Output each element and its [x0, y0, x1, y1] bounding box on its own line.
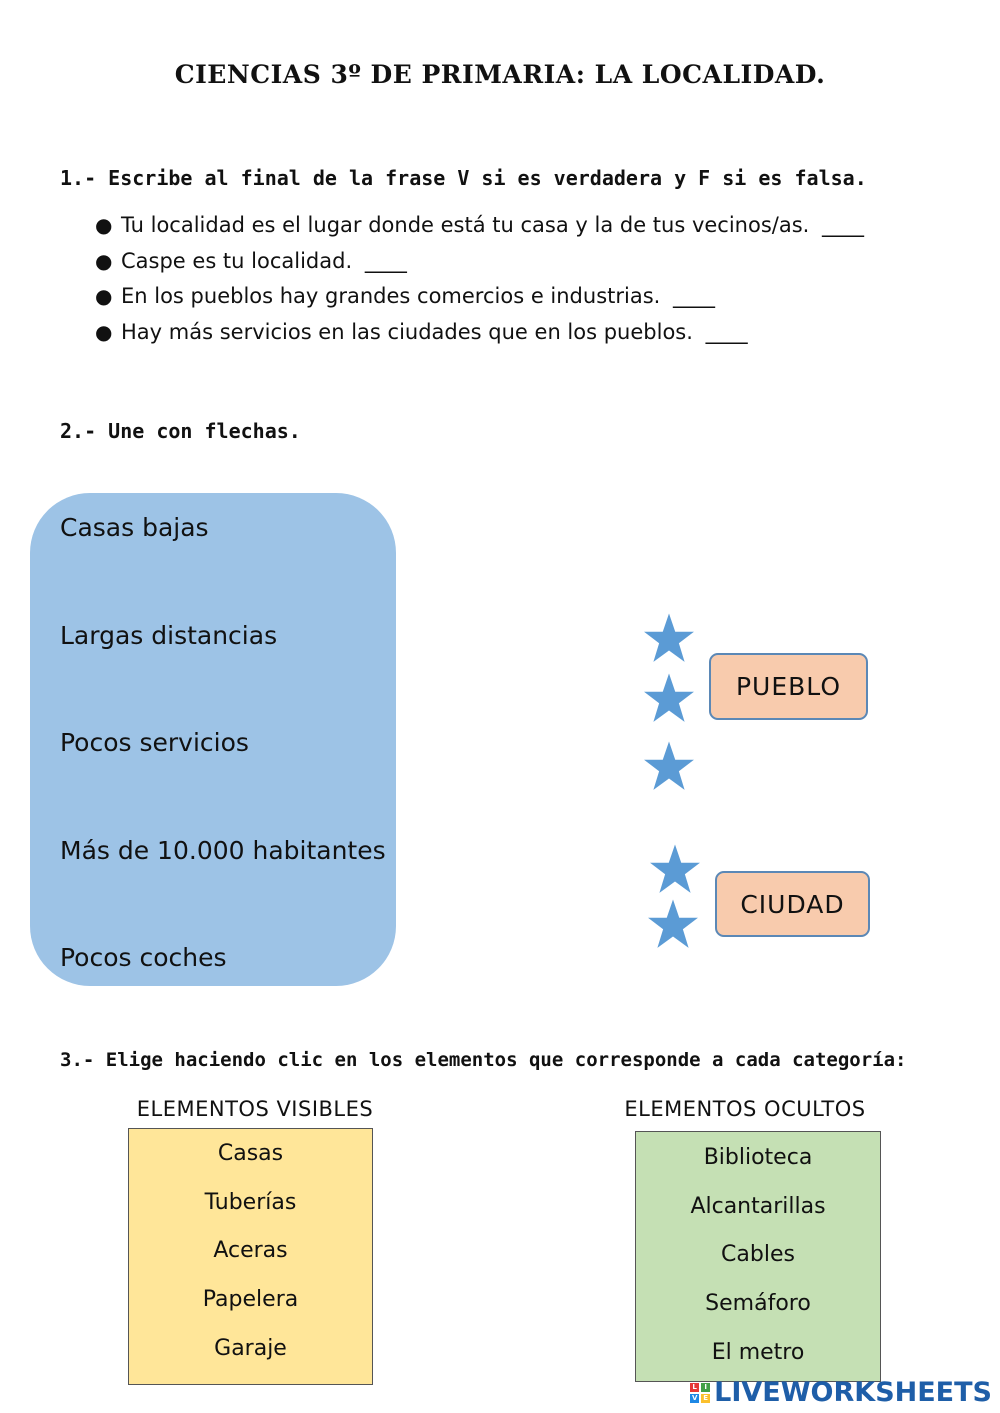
question-3-heading: 3.- Elige haciendo clic en los elementos que corresponde a cada categoría:	[60, 1049, 907, 1071]
liveworksheets-logo	[690, 1377, 992, 1408]
option-aceras[interactable]: Aceras	[213, 1238, 288, 1264]
match-item-pocos-coches[interactable]: Pocos coches	[60, 943, 227, 972]
option-biblioteca[interactable]: Biblioteca	[703, 1145, 813, 1170]
match-item-largas-distancias[interactable]: Largas distancias	[60, 621, 278, 650]
statement-text: En los pueblos hay grandes comercios e industrias.	[121, 284, 661, 308]
option-casas[interactable]: Casas	[217, 1141, 284, 1166]
bullet-icon: ●	[95, 248, 113, 273]
visible-elements-label: ELEMENTOS VISIBLES	[136, 1097, 374, 1121]
option-garaje[interactable]: Garaje	[214, 1335, 287, 1361]
answer-blank[interactable]: ____	[822, 213, 865, 237]
true-false-item	[95, 246, 975, 282]
statement-text: Tu localidad es el lugar donde está tu casa y la de tus vecinos/as.	[121, 213, 810, 237]
statement-text: Hay más servicios en las ciudades que en los pueblos.	[121, 319, 693, 344]
ciudad-label[interactable]: CIUDAD	[715, 871, 870, 937]
option-tuberias[interactable]: Tuberías	[204, 1189, 297, 1215]
option-papelera[interactable]: Papelera	[202, 1287, 299, 1313]
visible-elements-box	[128, 1128, 373, 1385]
true-false-item	[95, 210, 975, 246]
match-item-pocos-servicios[interactable]: Pocos servicios	[60, 728, 249, 757]
star-icon[interactable]	[647, 898, 699, 950]
question-2-heading: 2.- Une con flechas.	[60, 419, 301, 443]
answer-blank[interactable]: ____	[673, 284, 716, 308]
answer-blank[interactable]: ____	[364, 248, 407, 273]
option-cables[interactable]: Cables	[721, 1242, 795, 1268]
page-title: CIENCIAS 3º DE PRIMARIA: LA LOCALIDAD.	[174, 60, 826, 89]
statement-text: Caspe es tu localidad.	[121, 248, 353, 273]
star-icon[interactable]	[643, 740, 695, 792]
match-item-casas-bajas[interactable]: Casas bajas	[60, 513, 209, 542]
true-false-list	[95, 210, 975, 352]
star-icon[interactable]	[643, 672, 695, 724]
pueblo-label[interactable]: PUEBLO	[709, 653, 868, 720]
star-icon[interactable]	[649, 843, 701, 895]
true-false-item	[95, 281, 975, 317]
hidden-elements-label: ELEMENTOS OCULTOS	[624, 1097, 866, 1121]
logo-text: LIVEWORKSHEETS	[714, 1377, 992, 1408]
true-false-item	[95, 317, 975, 353]
option-el-metro[interactable]: El metro	[711, 1339, 805, 1365]
answer-blank[interactable]: ____	[705, 319, 748, 344]
hidden-elements-box	[635, 1131, 881, 1382]
logo-mark-icon: L I V E	[690, 1383, 710, 1403]
star-icon[interactable]	[643, 612, 695, 664]
bullet-icon: ●	[95, 213, 113, 237]
bullet-icon: ●	[95, 319, 113, 344]
option-alcantarillas[interactable]: Alcantarillas	[690, 1193, 826, 1219]
bullet-icon: ●	[95, 284, 113, 308]
match-item-mas-de-10000[interactable]: Más de 10.000 habitantes	[60, 836, 386, 865]
option-semaforo[interactable]: Semáforo	[705, 1291, 811, 1317]
question-1-heading: 1.- Escribe al final de la frase V si es verdadera y F si es falsa.	[60, 166, 867, 190]
